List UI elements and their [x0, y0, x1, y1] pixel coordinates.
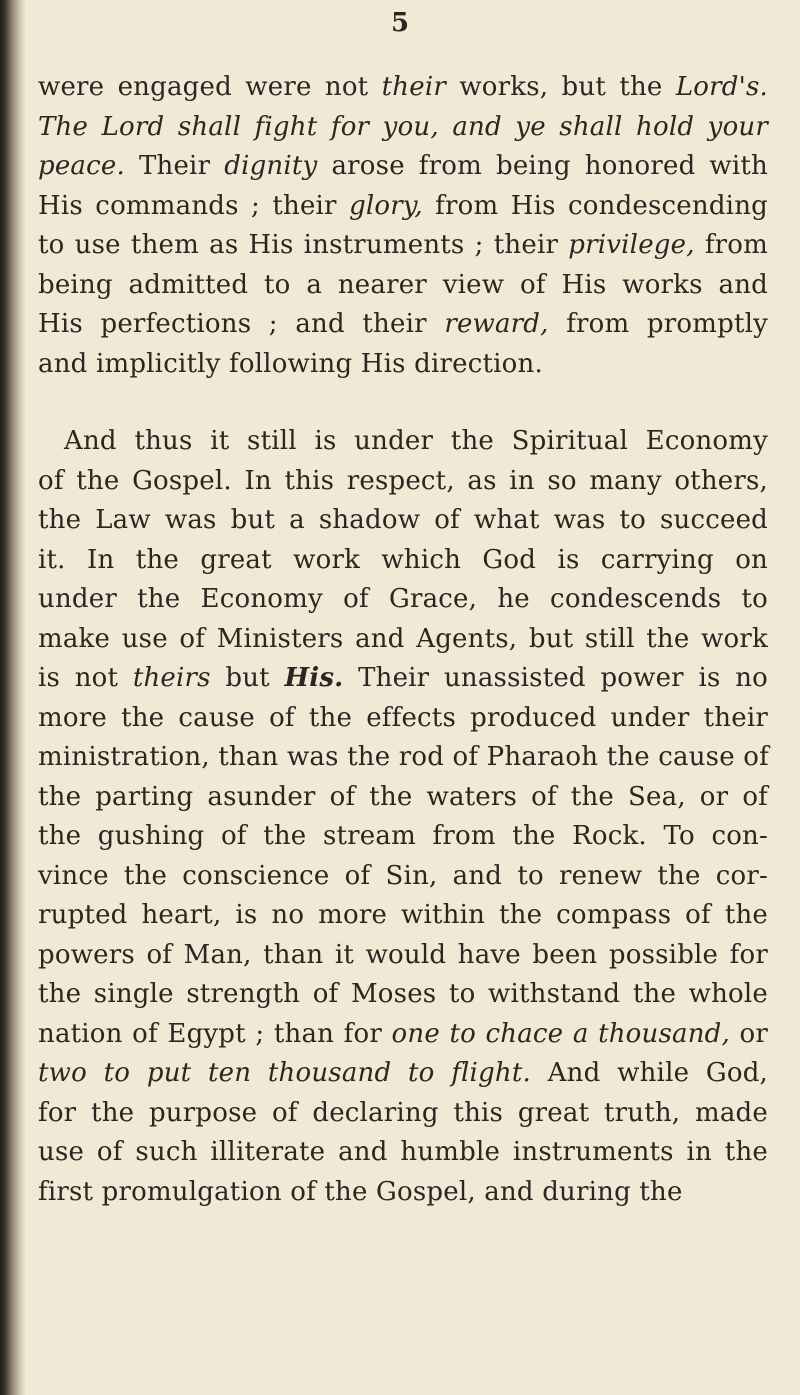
text-run: reward, — [444, 309, 549, 339]
text-run: were engaged were not — [38, 72, 382, 102]
text-line — [38, 541, 768, 581]
text-run: make use of Ministers and Agents, but still the work — [38, 623, 768, 654]
text-run: peace. — [38, 151, 125, 181]
text-run: rupted heart, is no more within the compass of the — [38, 900, 768, 930]
text-run: ministration, than was the rod of Pharaoh the cause of — [38, 742, 769, 772]
text-line — [38, 266, 768, 306]
text-run: under the Economy of Grace, he condescends to — [38, 584, 768, 614]
text-run: use of such illiterate and humble instruments in the — [38, 1137, 768, 1167]
text-run: The Lord shall fight for you, and ye shall hold your — [38, 111, 768, 142]
paragraph — [38, 422, 768, 1212]
text-run: powers of Man, than it would have been possible for — [38, 939, 768, 970]
paragraph — [38, 68, 768, 384]
text-line — [38, 462, 768, 502]
text-line — [38, 975, 768, 1015]
text-run: Lord's. — [675, 72, 768, 102]
text-line — [38, 1054, 768, 1094]
text-run: and implicitly following His direction. — [38, 348, 543, 379]
text-run: the parting asunder of the waters of the Sea, or of — [38, 781, 768, 812]
text-run: the Law was but a shadow of what was to succeed — [38, 505, 768, 535]
text-run: dignity — [224, 151, 318, 181]
paragraph-gap — [38, 384, 768, 422]
text-run: two to put ten thousand to flight. — [38, 1058, 531, 1088]
text-line — [38, 187, 768, 227]
text-run: from promptly — [548, 309, 769, 339]
text-line — [38, 501, 768, 541]
text-run: being admitted to a nearer view of His works and — [38, 269, 768, 300]
text-line — [38, 659, 768, 699]
text-run: it. In the great work which God is carrying on — [38, 544, 768, 575]
text-run: but — [210, 663, 285, 693]
text-line — [38, 147, 768, 187]
text-line — [38, 699, 768, 739]
text-line — [38, 1173, 768, 1213]
text-run: Their unassisted power is no — [343, 663, 768, 693]
text-run: And thus it still is under the Spiritual Economy — [64, 426, 768, 456]
text-run: the single strength of Moses to withstand the whole — [38, 979, 768, 1009]
text-run: His perfections ; and their — [38, 309, 445, 339]
text-run: His commands ; their — [38, 190, 350, 221]
text-line — [38, 305, 768, 345]
text-run: privilege, — [568, 230, 695, 260]
text-line — [38, 68, 768, 108]
text-run: from His condescending — [422, 190, 768, 221]
text-run: to use them as His instruments ; their — [38, 230, 569, 260]
text-run: vince the conscience of Sin, and to renew the cor- — [38, 860, 768, 891]
book-binding-edge — [0, 0, 26, 1395]
text-run: is not — [38, 663, 133, 693]
text-run: Their — [124, 151, 225, 181]
text-line — [38, 936, 768, 976]
text-run: for the purpose of declaring this great truth, made — [38, 1097, 768, 1128]
text-line — [38, 857, 768, 897]
text-line — [38, 896, 768, 936]
text-line — [38, 422, 768, 462]
page-number: 5 — [390, 8, 410, 38]
text-line — [38, 817, 768, 857]
text-line — [38, 345, 768, 385]
text-run: nation of Egypt ; than for — [38, 1018, 392, 1049]
text-run: of the Gospel. In this respect, as in so many others, — [38, 465, 768, 496]
text-run: one to chace a thousand, — [391, 1018, 730, 1049]
text-line — [38, 1133, 768, 1173]
text-run: more the cause of the effects produced under their — [38, 702, 768, 733]
text-line — [38, 1015, 768, 1055]
text-run: arose from being honored with — [317, 151, 768, 181]
text-line — [38, 580, 768, 620]
text-run: their — [381, 72, 446, 102]
text-line — [38, 1094, 768, 1134]
text-run: works, but the — [445, 72, 676, 102]
text-run: theirs — [132, 663, 211, 693]
body-text — [38, 68, 768, 1212]
text-run: the gushing of the stream from the Rock. To con- — [38, 821, 768, 851]
text-line — [38, 778, 768, 818]
text-run: from — [694, 230, 769, 260]
text-run: And while God, — [530, 1058, 769, 1088]
text-run: first promulgation of the Gospel, and during the — [38, 1176, 683, 1207]
text-line — [38, 226, 768, 266]
text-line — [38, 108, 768, 148]
text-line — [38, 738, 768, 778]
text-run: glory, — [349, 190, 423, 221]
text-run: or — [729, 1018, 769, 1049]
text-run: His. — [284, 663, 344, 693]
text-line — [38, 620, 768, 660]
